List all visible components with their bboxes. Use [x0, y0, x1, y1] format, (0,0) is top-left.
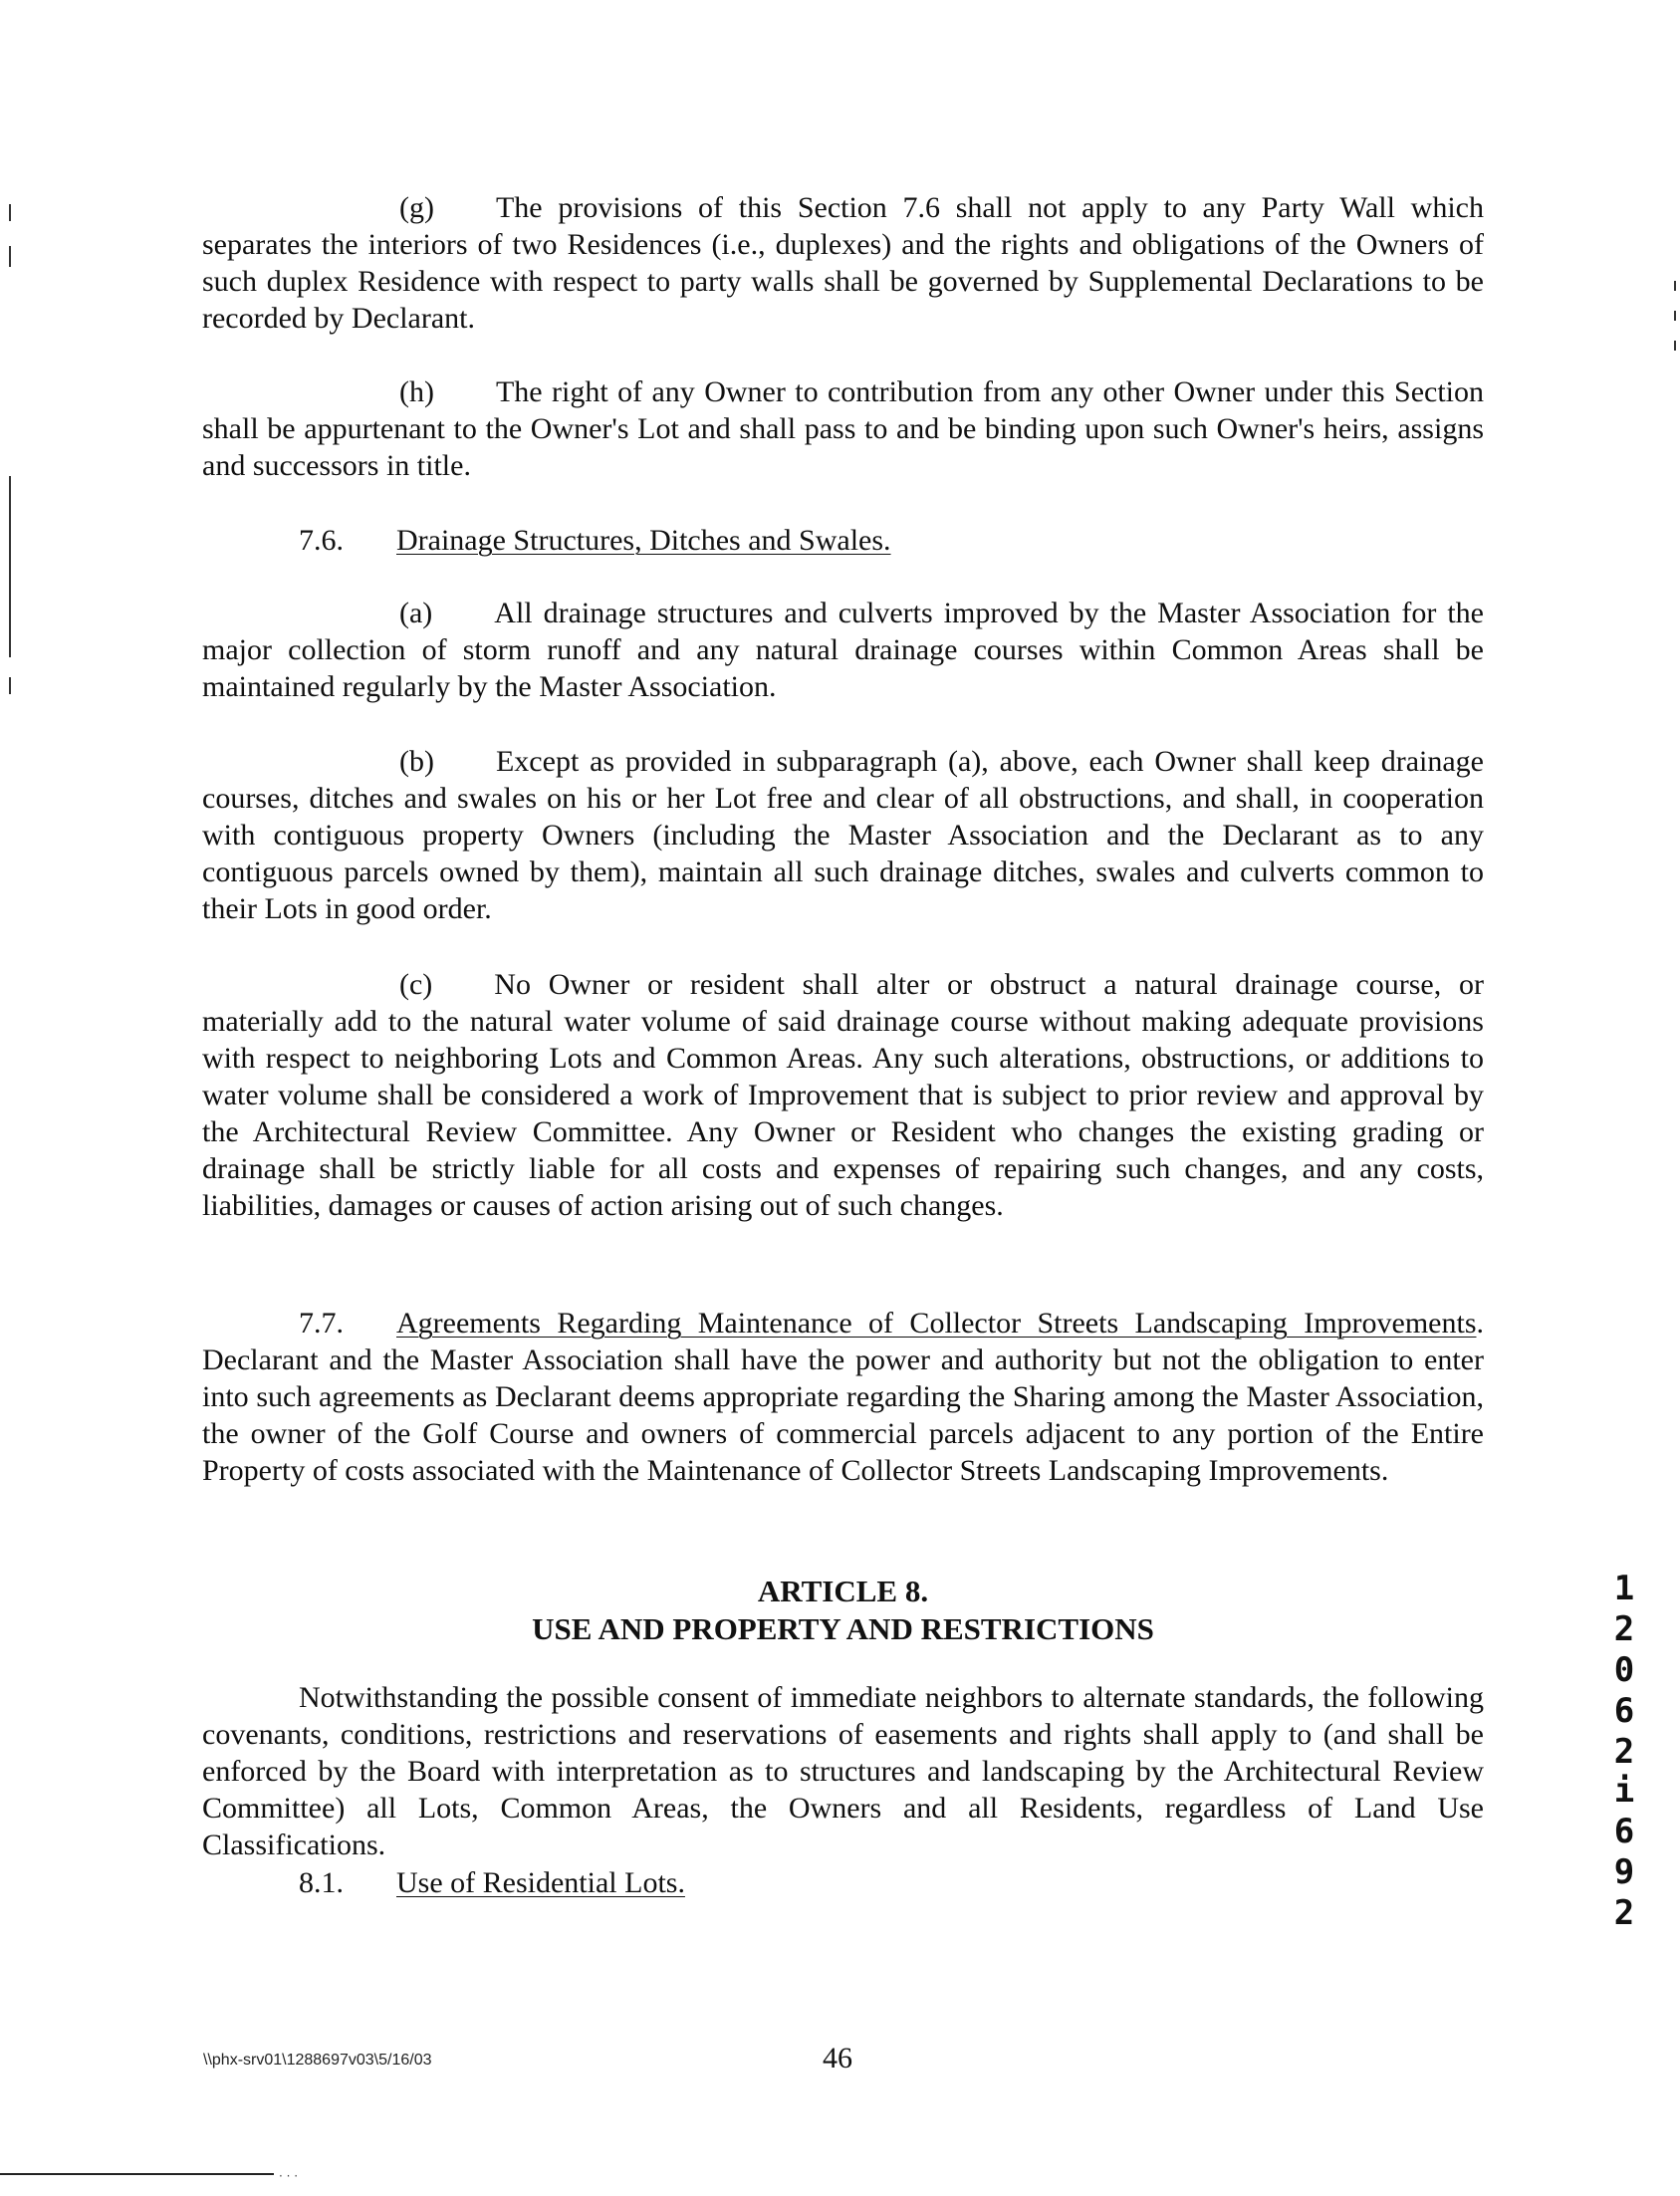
article-intro [202, 1679, 1484, 1863]
article-number: ARTICLE 8. [757, 1574, 929, 1608]
revision-bar [9, 476, 11, 650]
scan-mark [1674, 281, 1676, 291]
revision-bar [9, 637, 11, 657]
paragraph-text: Notwithstanding the possible consent of immediate neighbors to alternate standards, the following covenants, conditions, restrictions and reservations of easements and rights shall apply to (and shall be enforced by the Board with interpretation as to structures and landscaping by the Architectural Review Committee) all Lots, Common Areas, the Owners and all Residents, regardless of Land Use Classifications. [202, 1681, 1484, 1861]
paragraph-text: The provisions of this Section 7.6 shall not apply to any Party Wall which separates the interiors of two Residences (i.e., duplexes) and the rights and obligations of the Owners of such duplex Residence with respect to party walls shall be governed by Supplemental Declarations to be recorded by Declarant. [202, 191, 1484, 335]
section-title: Agreements Regarding Maintenance of Collector Streets Landscaping Improvements [396, 1307, 1477, 1340]
document-id: \\phx-srv01\1288697v03\5/16/03 [203, 2052, 432, 2069]
recording-stamp-lower [1607, 1771, 1641, 1934]
stamp-digit: 0 [1613, 1650, 1635, 1690]
paragraph-g [202, 189, 1484, 337]
paragraph-label: (a) [399, 597, 433, 629]
paragraph-label: (g) [399, 191, 434, 224]
stamp-digit: 1 [1613, 1569, 1635, 1608]
paragraph-h [202, 373, 1484, 484]
section-title: Use of Residential Lots. [396, 1866, 685, 1899]
paragraph-a [202, 595, 1484, 705]
stamp-digit: 2 [1613, 1732, 1635, 1772]
article-title: USE AND PROPERTY AND RESTRICTIONS [532, 1611, 1154, 1646]
revision-bar [9, 204, 11, 221]
section-text: . Declarant and the Master Association shall have the power and authority but not the obligation to enter into such agreements as Declarant deems appropriate regarding the Sharing among the Master Association, the owner of the Golf Course and owners of commercial parcels adjacent to any portion of the Entire Property of costs associated with the Maintenance of Collector Streets Landscaping Improvements. [202, 1307, 1484, 1487]
footer-dots: · · · [279, 2169, 299, 2183]
paragraph-label: (c) [399, 968, 433, 1001]
section-title: Drainage Structures, Ditches and Swales. [396, 524, 891, 557]
section-number: 8.1. [299, 1866, 344, 1899]
paragraph-label: (b) [399, 745, 434, 778]
section-number: 7.7. [299, 1307, 344, 1340]
paragraph-text: Except as provided in subparagraph (a), above, each Owner shall keep drainage courses, ditches and swales on his or her Lot free and clear of all obstructions, and shall, in cooperation with contiguous property Owners (including the Master Association and the Declarant as to any contiguous parcels owned by them), maintain all such drainage ditches, swales and culverts common to their Lots in good order. [202, 745, 1484, 925]
section-7-7 [202, 1305, 1484, 1489]
page-number: 46 [823, 2042, 852, 2074]
revision-bar [9, 677, 11, 694]
revision-bar [9, 246, 11, 267]
section-heading-7-6 [299, 522, 891, 559]
stamp-digit: 9 [1613, 1852, 1635, 1892]
paragraph-b [202, 743, 1484, 927]
scan-mark [1674, 311, 1676, 321]
paragraph-text: All drainage structures and culverts improved by the Master Association for the major collection of storm runoff and any natural drainage courses within Common Areas shall be maintained regularly by the Master Association. [202, 597, 1484, 703]
stamp-digit: 2 [1613, 1609, 1635, 1649]
section-number: 7.6. [299, 524, 344, 557]
scan-mark [1674, 341, 1676, 351]
paragraph-label: (h) [399, 375, 434, 408]
stamp-digit: 6 [1613, 1812, 1635, 1851]
paragraph-text: The right of any Owner to contribution from any other Owner under this Section shall be appurtenant to the Owner's Lot and shall pass to and be binding upon such Owner's heirs, assigns and successors in title. [202, 375, 1484, 482]
stamp-digit: 2 [1613, 1893, 1635, 1933]
stamp-digit: 6 [1613, 1691, 1635, 1731]
recording-stamp-upper [1607, 1569, 1641, 1773]
stamp-digit: i [1613, 1771, 1635, 1811]
section-heading-8-1 [299, 1864, 685, 1901]
footer-rule [0, 2173, 274, 2175]
paragraph-c [202, 966, 1484, 1224]
paragraph-text: No Owner or resident shall alter or obstruct a natural drainage course, or materially add to the natural water volume of said drainage course without making adequate provisions with respect to neighboring Lots and Common Areas. Any such alterations, obstructions, or additions to water volume shall be considered a work of Improvement that is subject to prior review and approval by the Architectural Review Committee. Any Owner or Resident who changes the existing grading or drainage shall be strictly liable for all costs and expenses of repairing such changes, and any costs, liabilities, damages or causes of action arising out of such changes. [202, 968, 1484, 1222]
